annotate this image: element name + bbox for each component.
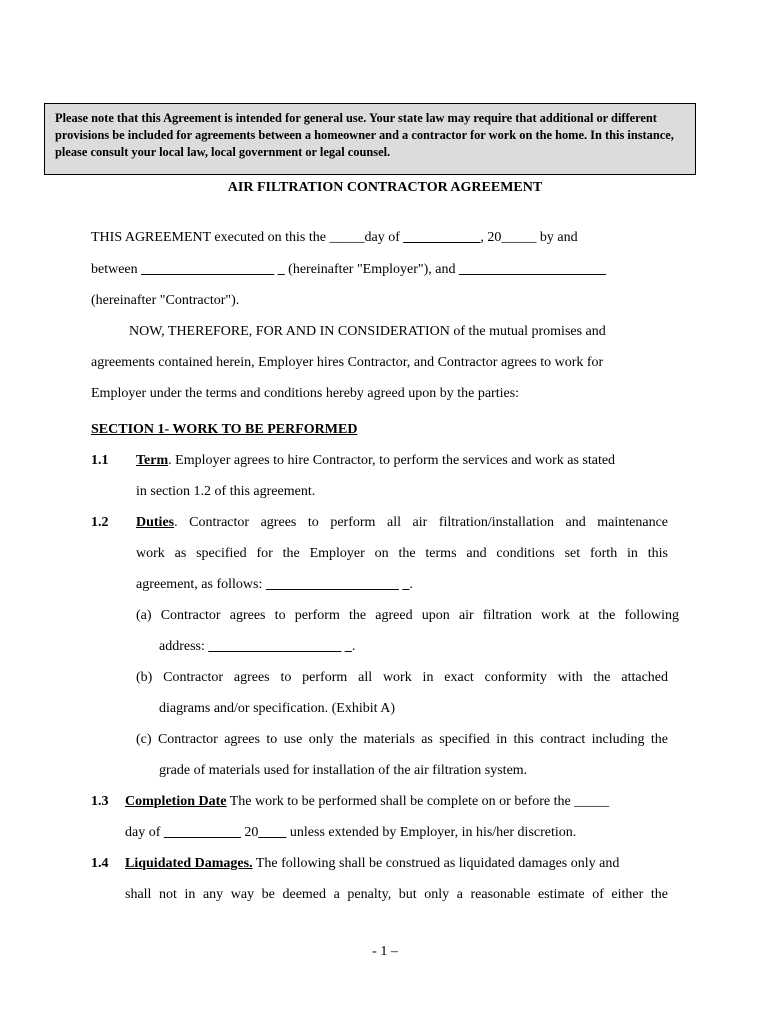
- agreement-title: AIR FILTRATION CONTRACTOR AGREEMENT: [227, 180, 543, 195]
- between-text: between: [91, 262, 142, 277]
- clause-a-line-2: [159, 638, 355, 656]
- section-1-3-line-2: [125, 824, 576, 842]
- section-1-4-line-2: shall not in any way be deemed a penalty, but only a reasonable estimate of either the: [125, 887, 668, 902]
- clause-b-line-2: diagrams and/or specification. (Exhibit A): [159, 701, 395, 716]
- consideration-line-1: NOW, THEREFORE, FOR AND IN CONSIDERATION of the mutual promises and: [129, 324, 606, 339]
- section-1-2-line-1: [136, 514, 668, 532]
- page-number: - 1 –: [372, 944, 398, 959]
- completion-extension-text: unless extended by Employer, in his/her discretion.: [286, 825, 577, 840]
- section-1-1-line-1: [136, 452, 615, 470]
- section-1-3-number: 1.3: [91, 794, 109, 809]
- duties-text: . Contractor agrees to perform all air filtration/installation and maintenance: [174, 515, 668, 530]
- section-1-1-number: 1.1: [91, 453, 109, 468]
- clause-c-line-1: (c) Contractor agrees to use only the materials as specified in this contract including the: [136, 732, 668, 747]
- consideration-line-2: agreements contained herein, Employer hires Contractor, and Contractor agrees to work for: [91, 355, 604, 370]
- duties-period: .: [409, 577, 413, 592]
- section-1-3-line-1: [125, 793, 609, 811]
- intro-date-text: THIS AGREEMENT executed on this the _____day of: [91, 230, 404, 245]
- intro-year-text: , 20_____ by and: [480, 230, 578, 245]
- clause-a-line-1: (a) Contractor agrees to perform the agreed upon air filtration work at the following: [136, 608, 679, 623]
- consideration-line-3: Employer under the terms and conditions hereby agreed upon by the parties:: [91, 386, 520, 401]
- contractor-blank: _____________________: [458, 262, 606, 277]
- intro-line-2: [91, 261, 606, 279]
- address-blank: ___________________ _: [208, 639, 352, 654]
- intro-line-1: [91, 229, 578, 247]
- duties-heading: Duties: [136, 515, 175, 530]
- completion-year-blank: ____: [258, 825, 287, 840]
- section-1-2-number: 1.2: [91, 515, 109, 530]
- term-text: . Employer agrees to hire Contractor, to perform the services and work as stated: [168, 453, 616, 468]
- employer-blank: ___________________ _: [141, 262, 285, 277]
- month-blank: ___________: [403, 230, 481, 245]
- section-1-4-number: 1.4: [91, 856, 109, 871]
- term-heading: Term: [136, 453, 169, 468]
- section-1-heading: SECTION 1- WORK TO BE PERFORMED: [91, 422, 358, 437]
- duties-blank: ___________________ _: [265, 577, 410, 592]
- contractor-label: (hereinafter "Contractor").: [91, 293, 240, 308]
- clause-c-line-2: grade of materials used for installation of the air filtration system.: [159, 763, 528, 778]
- address-label: address:: [159, 639, 209, 654]
- section-1-2-line-2: work as specified for the Employer on the terms and conditions set forth in this: [136, 546, 668, 561]
- section-1-1-line-2: in section 1.2 of this agreement.: [136, 484, 316, 499]
- completion-year-text: 20: [240, 825, 259, 840]
- address-period: .: [351, 639, 356, 654]
- section-1-4-line-1: [125, 855, 619, 873]
- day-of-text: day of: [125, 825, 164, 840]
- liquidated-damages-text: The following shall be construed as liquidated damages only and: [252, 856, 620, 871]
- completion-date-heading: Completion Date: [125, 794, 227, 809]
- completion-month-blank: ___________: [163, 825, 241, 840]
- as-follows-text: agreement, as follows:: [136, 577, 266, 592]
- liquidated-damages-heading: Liquidated Damages.: [125, 856, 253, 871]
- general-use-notice: Please note that this Agreement is intended for general use. Your state law may require that additional or different provisions be included for agreements between a homeowner and a contractor for work on the home. In this instance, please consult your local law, local government or legal counsel.: [44, 103, 696, 175]
- completion-date-text: The work to be performed shall be complete on or before the _____: [226, 794, 610, 809]
- section-1-2-line-3: [136, 576, 413, 594]
- employer-label: (hereinafter "Employer"), and: [284, 262, 459, 277]
- clause-b-line-1: (b) Contractor agrees to perform all work in exact conformity with the attached: [136, 670, 668, 685]
